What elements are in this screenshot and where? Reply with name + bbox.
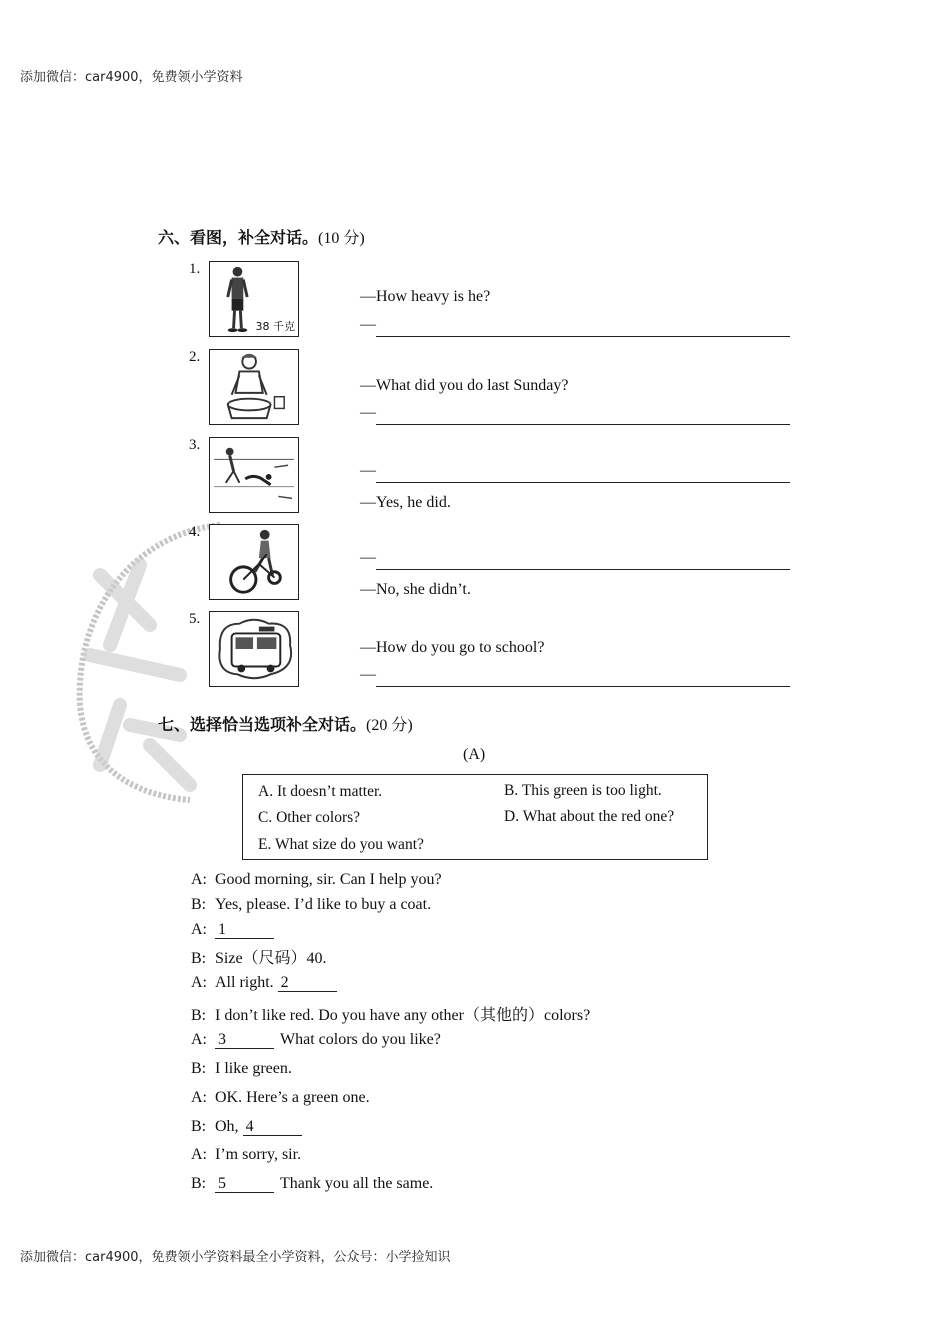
header-note: 添加微信：car4900，免费领小学资料 xyxy=(20,70,243,85)
option-c xyxy=(258,809,360,827)
option-b-text: This green is too light. xyxy=(521,782,662,799)
section6-title-text: 六、看图，补全对话。 xyxy=(158,228,319,247)
line-pre: Oh, xyxy=(215,1118,239,1135)
q5-line1: —How do you go to school? xyxy=(360,639,545,656)
footer-note: 添加微信：car4900，免费领小学资料最全小学资料，公众号：小学捡知识 xyxy=(20,1250,451,1265)
option-a xyxy=(258,783,382,801)
conversation-line-11 xyxy=(191,1146,301,1164)
option-b xyxy=(504,782,662,800)
line-text: Thank you all the same. xyxy=(280,1175,434,1192)
q1-line2: — xyxy=(360,316,376,333)
q4-number: 4. xyxy=(189,524,201,540)
speaker: B: xyxy=(191,1118,207,1135)
part-a-label: (A) xyxy=(463,746,486,763)
option-c-text: Other colors? xyxy=(276,809,361,826)
option-d-key: D. xyxy=(504,808,520,825)
girl-washing-clothes-icon xyxy=(210,350,298,424)
q5-answer-line[interactable] xyxy=(376,686,790,687)
blank-3[interactable]: 3 xyxy=(215,1032,274,1049)
conversation-line-4 xyxy=(191,945,327,968)
options-box xyxy=(242,774,708,860)
conversation-line-8 xyxy=(191,1060,292,1078)
line-text: I like green. xyxy=(215,1060,292,1077)
option-d xyxy=(504,808,674,826)
blank-2[interactable]: 2 xyxy=(278,975,337,992)
q2-number: 2. xyxy=(189,349,201,365)
line-text: I’m sorry, sir. xyxy=(215,1146,302,1163)
speaker: B: xyxy=(191,1060,207,1077)
section7-points: (20 分) xyxy=(366,717,413,734)
section6-title xyxy=(158,225,365,248)
q3-line1: — xyxy=(360,462,376,479)
q4-line2: —No, she didn’t. xyxy=(360,581,471,598)
q1-picture xyxy=(209,261,299,337)
option-e-key: E. xyxy=(258,836,272,853)
conversation-line-9 xyxy=(191,1089,370,1107)
speaker: B: xyxy=(191,1007,207,1024)
speaker: A: xyxy=(191,974,207,991)
speaker: B: xyxy=(191,896,207,913)
line-text: Yes, please. I’d like to buy a coat. xyxy=(215,896,432,913)
q3-number: 3. xyxy=(189,437,201,453)
conversation-line-5 xyxy=(191,974,343,992)
conversation-line-7 xyxy=(191,1031,441,1049)
stamp-watermark xyxy=(70,505,230,805)
q2-picture xyxy=(209,349,299,425)
option-b-key: B. xyxy=(504,782,519,799)
q3-picture xyxy=(209,437,299,513)
option-e xyxy=(258,836,424,854)
q2-line1: —What did you do last Sunday? xyxy=(360,377,569,394)
section7-title xyxy=(158,712,413,735)
conversation-line-3 xyxy=(191,921,280,939)
option-c-key: C. xyxy=(258,809,273,826)
line-text: Good morning, sir. Can I help you? xyxy=(215,871,442,888)
q2-answer-line[interactable] xyxy=(376,424,790,425)
q1-answer-line[interactable] xyxy=(376,336,790,337)
conversation-line-2 xyxy=(191,896,431,914)
speaker: A: xyxy=(191,1089,207,1106)
q4-picture xyxy=(209,524,299,600)
option-a-key: A. xyxy=(258,783,274,800)
conversation-line-6 xyxy=(191,1002,590,1025)
boy-skating-icon xyxy=(210,438,298,512)
q5-picture xyxy=(209,611,299,687)
q5-line2: — xyxy=(360,666,376,683)
blank-4[interactable]: 4 xyxy=(243,1119,302,1136)
girl-riding-bike-icon xyxy=(210,525,298,599)
q5-number: 5. xyxy=(189,611,201,627)
q3-line2: —Yes, he did. xyxy=(360,494,451,511)
school-bus-icon xyxy=(210,612,298,686)
option-e-text: What size do you want? xyxy=(274,836,424,853)
speaker: A: xyxy=(191,921,207,938)
section7-title-text: 七、选择恰当选项补全对话。 xyxy=(158,715,367,734)
q1-line1: —How heavy is he? xyxy=(360,288,491,305)
q1-weight-caption: 38 千克 xyxy=(255,320,295,333)
q2-line2: — xyxy=(360,404,376,421)
conversation-line-1 xyxy=(191,871,442,889)
conversation-line-12 xyxy=(191,1175,433,1193)
q4-line1: — xyxy=(360,549,376,566)
section6-points: (10 分) xyxy=(318,230,365,247)
speaker: A: xyxy=(191,871,207,888)
q1-number: 1. xyxy=(189,261,201,277)
speaker: B: xyxy=(191,950,207,967)
q4-answer-line[interactable] xyxy=(376,569,790,570)
option-a-text: It doesn’t matter. xyxy=(276,783,383,800)
blank-5[interactable]: 5 xyxy=(215,1176,274,1193)
conversation-line-10 xyxy=(191,1118,308,1136)
line-text: OK. Here’s a green one. xyxy=(215,1089,370,1106)
blank-1[interactable]: 1 xyxy=(215,922,274,939)
q3-answer-line[interactable] xyxy=(376,482,790,483)
line-text: Size（尺码）40. xyxy=(215,950,327,967)
line-text: I don’t like red. Do you have any other（其他的）colors? xyxy=(215,1007,591,1024)
speaker: A: xyxy=(191,1031,207,1048)
line-pre: All right. xyxy=(215,974,274,991)
line-text: What colors do you like? xyxy=(280,1031,441,1048)
speaker: B: xyxy=(191,1175,207,1192)
speaker: A: xyxy=(191,1146,207,1163)
option-d-text: What about the red one? xyxy=(522,808,675,825)
